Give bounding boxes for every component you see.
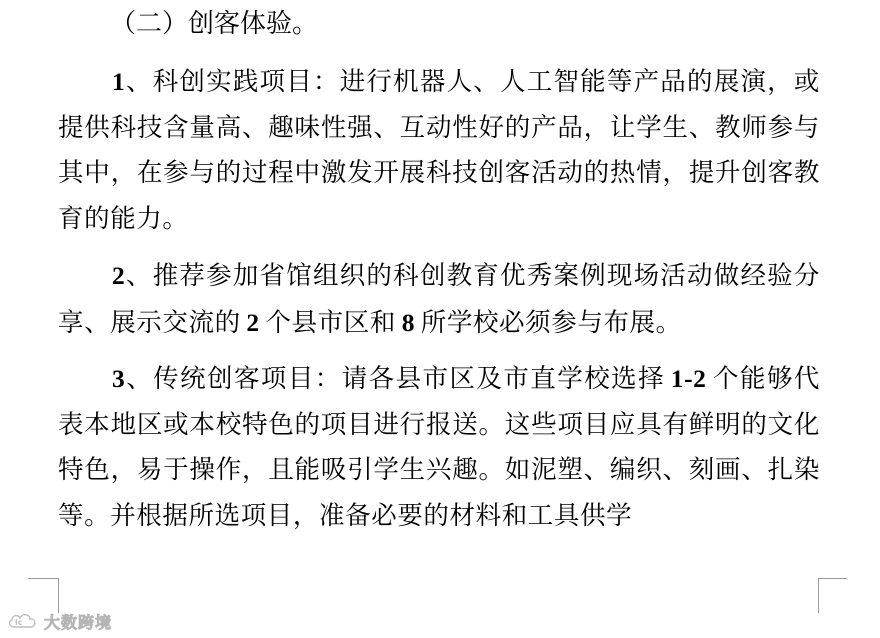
paragraph-2 — [58, 253, 820, 346]
page-corner-mark-right — [818, 578, 847, 613]
paragraph-3 — [58, 356, 820, 539]
paragraph-2-text-b: 个县市区和 — [265, 307, 396, 338]
paragraph-2-school-count: 8 — [401, 307, 416, 337]
paragraph-3-project-range: 1-2 — [670, 364, 707, 393]
svg-text:lc: lc — [15, 618, 23, 627]
paragraph-3-text-a: 、传统创客项目：请各县市区及市直学校选择 — [125, 364, 666, 394]
paragraph-2-number: 2 — [112, 261, 126, 290]
cloud-logo-icon — [6, 610, 40, 632]
watermark — [6, 608, 112, 634]
paragraph-3-text-b: 个能够代表本地区或本校特色的项目进行报送。这些项目应具有鲜明的文化特色，易于操作，且能吸引学生兴趣。如泥塑、编织、刻画、扎染等。并根据所选项目，准备必要的材料和工具供学 — [58, 364, 820, 531]
paragraph-1-number: 1 — [112, 67, 126, 96]
watermark-text: 大数跨境 — [44, 612, 113, 632]
paragraph-3-number: 3 — [112, 364, 126, 393]
paragraph-2-county-count: 2 — [246, 307, 260, 337]
paragraph-1 — [58, 59, 820, 242]
paragraph-2-text-c: 所学校必须参与布展。 — [420, 307, 682, 338]
paragraph-2-text-a: 、推荐参加省馆组织的科创教育优秀案例现场活动做经验分享、展示交流的 — [58, 261, 820, 338]
section-heading: （二）创客体验。 — [110, 9, 319, 39]
paragraph-1-text: 、科创实践项目：进行机器人、人工智能等产品的展演，或提供科技含量高、趣味性强、互动性好的产品，让学生、教师参与其中，在参与的过程中激发开展科技创客活动的热情，提升创客教育的能力。 — [58, 67, 820, 234]
